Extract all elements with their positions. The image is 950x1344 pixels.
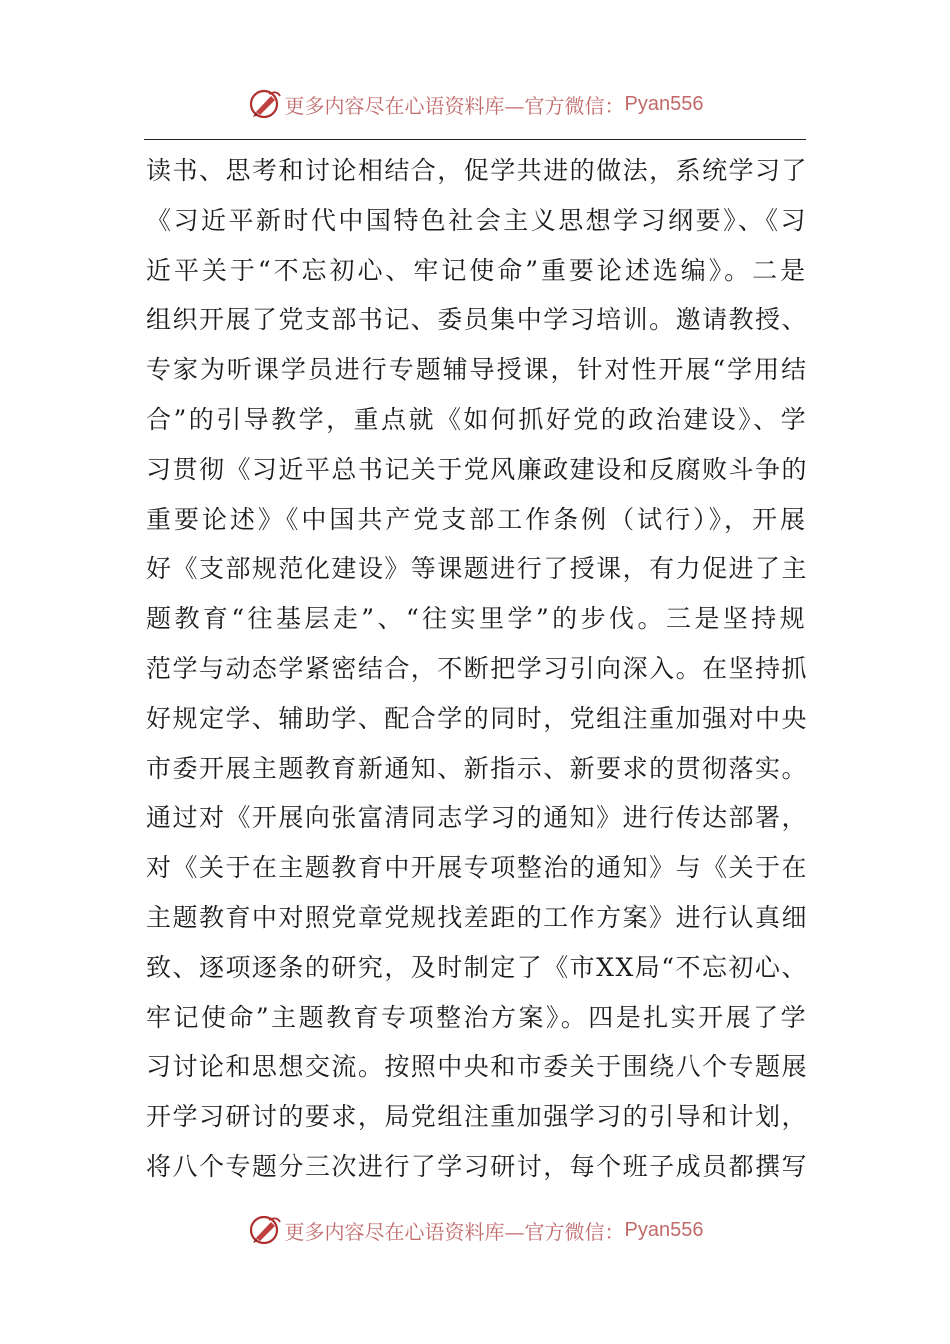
text-line: 读书、思考和讨论相结合，促学共进的做法，系统学习了 [146, 156, 809, 185]
text-line: 市委开展主题教育新通知、新指示、新要求的贯彻落实。 [146, 753, 809, 783]
text-line: 好《支部规范化建设》等课题进行了授课，有力促进了主 [146, 554, 809, 584]
watermark-wechat-id: Pyan556 [624, 92, 704, 115]
footer-watermark [0, 1210, 950, 1250]
text-line: 重要论述》《中国共产党支部工作条例（试行）》，开展 [146, 504, 809, 534]
header-watermark [0, 84, 950, 124]
watermark-text: 更多内容尽在心语资料库—官方微信： [284, 1219, 625, 1244]
text-line: 开学习研讨的要求，局党组注重加强学习的引导和计划， [146, 1102, 809, 1132]
text-line: 题教育“往基层走”、“往实里学”的步伐。三是坚持规 [146, 604, 809, 634]
text-line: 习贯彻《习近平总书记关于党风廉政建设和反腐败斗争的 [146, 454, 809, 484]
text-line: 近平关于“不忘初心、牢记使命”重要论述选编》。二是 [146, 255, 809, 285]
text-line: 习讨论和思想交流。按照中央和市委关于围绕八个专题展 [146, 1052, 809, 1082]
text-line: 致、逐项逐条的研究，及时制定了《市XX局“不忘初心、 [146, 952, 808, 982]
text-line: 牢记使命”主题教育专项整治方案》。四是扎实开展了学 [146, 1002, 809, 1032]
text-line: 合”的引导教学，重点就《如何抓好党的政治建设》、学 [146, 404, 809, 434]
pen-nib-logo-icon [247, 86, 283, 122]
text-line: 专家为听课学员进行专题辅导授课，针对性开展“学用结 [146, 355, 809, 385]
pen-nib-logo-icon [247, 1212, 283, 1248]
watermark-wechat-id: Pyan556 [624, 1218, 704, 1241]
text-line: 主题教育中对照党章党规找差距的工作方案》进行认真细 [146, 902, 809, 932]
text-line: 《习近平新时代中国特色社会主义思想学习纲要》、《习 [146, 205, 809, 235]
document-body [146, 146, 808, 1192]
header-divider [144, 139, 806, 140]
text-line: 好规定学、辅助学、配合学的同时，党组注重加强对中央 [146, 703, 809, 733]
text-line: 范学与动态学紧密结合，不断把学习引向深入。在坚持抓 [146, 653, 809, 683]
text-line: 对《关于在主题教育中开展专项整治的通知》与《关于在 [146, 853, 809, 883]
text-line: 组织开展了党支部书记、委员集中学习培训。邀请教授、 [146, 305, 809, 335]
text-line: 将八个专题分三次进行了学习研讨，每个班子成员都撰写 [146, 1151, 809, 1181]
text-line: 通过对《开展向张富清同志学习的通知》进行传达部署， [146, 803, 809, 833]
watermark-text: 更多内容尽在心语资料库—官方微信： [284, 93, 625, 118]
